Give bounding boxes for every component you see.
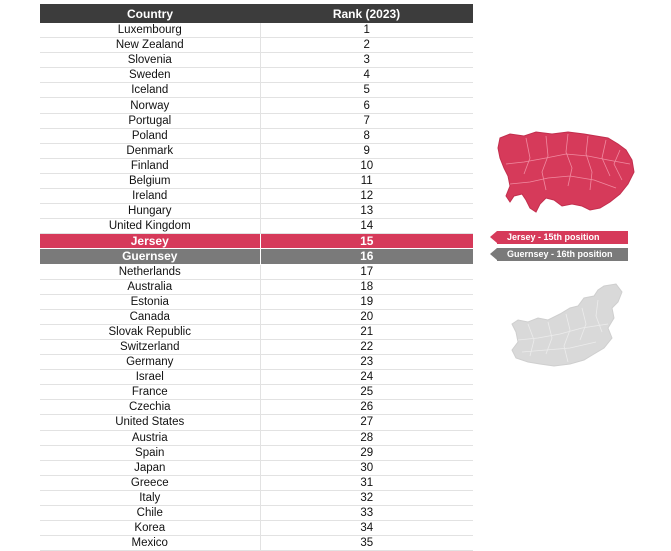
country-cell: Norway — [40, 98, 260, 113]
country-cell: Finland — [40, 158, 260, 173]
header-rank: Rank (2023) — [260, 4, 473, 23]
country-cell: Slovenia — [40, 53, 260, 68]
table-row — [40, 355, 473, 370]
country-cell: Denmark — [40, 143, 260, 158]
rank-cell: 24 — [260, 370, 473, 385]
rank-cell: 18 — [260, 279, 473, 294]
rank-cell: 23 — [260, 355, 473, 370]
guernsey-map-icon — [508, 282, 624, 368]
country-cell: Ireland — [40, 189, 260, 204]
rank-cell: 28 — [260, 430, 473, 445]
country-cell: United States — [40, 415, 260, 430]
table-row — [40, 204, 473, 219]
country-cell: Germany — [40, 355, 260, 370]
rank-cell: 30 — [260, 460, 473, 475]
country-cell: Jersey — [40, 234, 260, 249]
country-cell: Spain — [40, 445, 260, 460]
jersey-callout: Jersey - 15th position — [497, 231, 628, 244]
table-body — [40, 23, 473, 551]
rank-cell: 20 — [260, 309, 473, 324]
rank-cell: 6 — [260, 98, 473, 113]
country-cell: Luxembourg — [40, 23, 260, 38]
country-cell: Italy — [40, 490, 260, 505]
country-cell: Sweden — [40, 68, 260, 83]
country-cell: Mexico — [40, 536, 260, 551]
table-row — [40, 490, 473, 505]
table-row — [40, 264, 473, 279]
table-row — [40, 53, 473, 68]
rank-cell: 1 — [260, 23, 473, 38]
country-cell: Netherlands — [40, 264, 260, 279]
header-country: Country — [40, 4, 260, 23]
country-cell: Belgium — [40, 173, 260, 188]
guernsey-callout: Guernsey - 16th position — [497, 248, 628, 261]
country-cell: Estonia — [40, 294, 260, 309]
country-cell: Iceland — [40, 83, 260, 98]
rank-cell: 3 — [260, 53, 473, 68]
rank-cell: 17 — [260, 264, 473, 279]
rank-cell: 9 — [260, 143, 473, 158]
table-row — [40, 83, 473, 98]
rank-cell: 31 — [260, 475, 473, 490]
table-row — [40, 445, 473, 460]
table-row — [40, 189, 473, 204]
rank-cell: 2 — [260, 38, 473, 53]
rank-cell: 4 — [260, 68, 473, 83]
table-row — [40, 385, 473, 400]
rank-cell: 12 — [260, 189, 473, 204]
table-row — [40, 339, 473, 354]
rank-cell: 14 — [260, 219, 473, 234]
rank-cell: 15 — [260, 234, 473, 249]
table-row — [40, 430, 473, 445]
table-row — [40, 98, 473, 113]
country-cell: Czechia — [40, 400, 260, 415]
rank-table — [40, 4, 473, 551]
rank-cell: 29 — [260, 445, 473, 460]
rank-cell: 5 — [260, 83, 473, 98]
rank-cell: 25 — [260, 385, 473, 400]
country-cell: Slovak Republic — [40, 324, 260, 339]
table-row — [40, 68, 473, 83]
country-cell: Switzerland — [40, 339, 260, 354]
table-row — [40, 400, 473, 415]
table-row — [40, 113, 473, 128]
table-row — [40, 219, 473, 234]
table-row — [40, 143, 473, 158]
table-row — [40, 324, 473, 339]
country-cell: Korea — [40, 521, 260, 536]
table-row — [40, 460, 473, 475]
table-row — [40, 38, 473, 53]
rank-cell: 8 — [260, 128, 473, 143]
rank-cell: 32 — [260, 490, 473, 505]
table-row — [40, 23, 473, 38]
table-row — [40, 475, 473, 490]
table-row — [40, 506, 473, 521]
country-cell: Guernsey — [40, 249, 260, 264]
table-row — [40, 309, 473, 324]
rank-cell: 26 — [260, 400, 473, 415]
table-row-jersey — [40, 234, 473, 249]
table-row — [40, 415, 473, 430]
rank-cell: 35 — [260, 536, 473, 551]
jersey-map-icon — [496, 128, 636, 214]
country-cell: Poland — [40, 128, 260, 143]
country-cell: Australia — [40, 279, 260, 294]
table-row — [40, 158, 473, 173]
rank-cell: 33 — [260, 506, 473, 521]
rank-cell: 19 — [260, 294, 473, 309]
country-cell: France — [40, 385, 260, 400]
country-cell: Austria — [40, 430, 260, 445]
rank-cell: 13 — [260, 204, 473, 219]
rank-cell: 34 — [260, 521, 473, 536]
table-row — [40, 370, 473, 385]
rank-cell: 11 — [260, 173, 473, 188]
country-cell: Israel — [40, 370, 260, 385]
rank-cell: 16 — [260, 249, 473, 264]
table-header-row — [40, 4, 473, 23]
table-row — [40, 173, 473, 188]
rank-cell: 21 — [260, 324, 473, 339]
table-row-guernsey — [40, 249, 473, 264]
country-cell: Chile — [40, 506, 260, 521]
country-cell: Greece — [40, 475, 260, 490]
rank-cell: 27 — [260, 415, 473, 430]
country-cell: Portugal — [40, 113, 260, 128]
country-cell: United Kingdom — [40, 219, 260, 234]
rank-cell: 7 — [260, 113, 473, 128]
country-cell: Japan — [40, 460, 260, 475]
table-row — [40, 128, 473, 143]
table-row — [40, 536, 473, 551]
table-row — [40, 279, 473, 294]
country-cell: New Zealand — [40, 38, 260, 53]
rank-cell: 10 — [260, 158, 473, 173]
table-row — [40, 521, 473, 536]
country-cell: Canada — [40, 309, 260, 324]
country-cell: Hungary — [40, 204, 260, 219]
table-row — [40, 294, 473, 309]
rank-cell: 22 — [260, 339, 473, 354]
